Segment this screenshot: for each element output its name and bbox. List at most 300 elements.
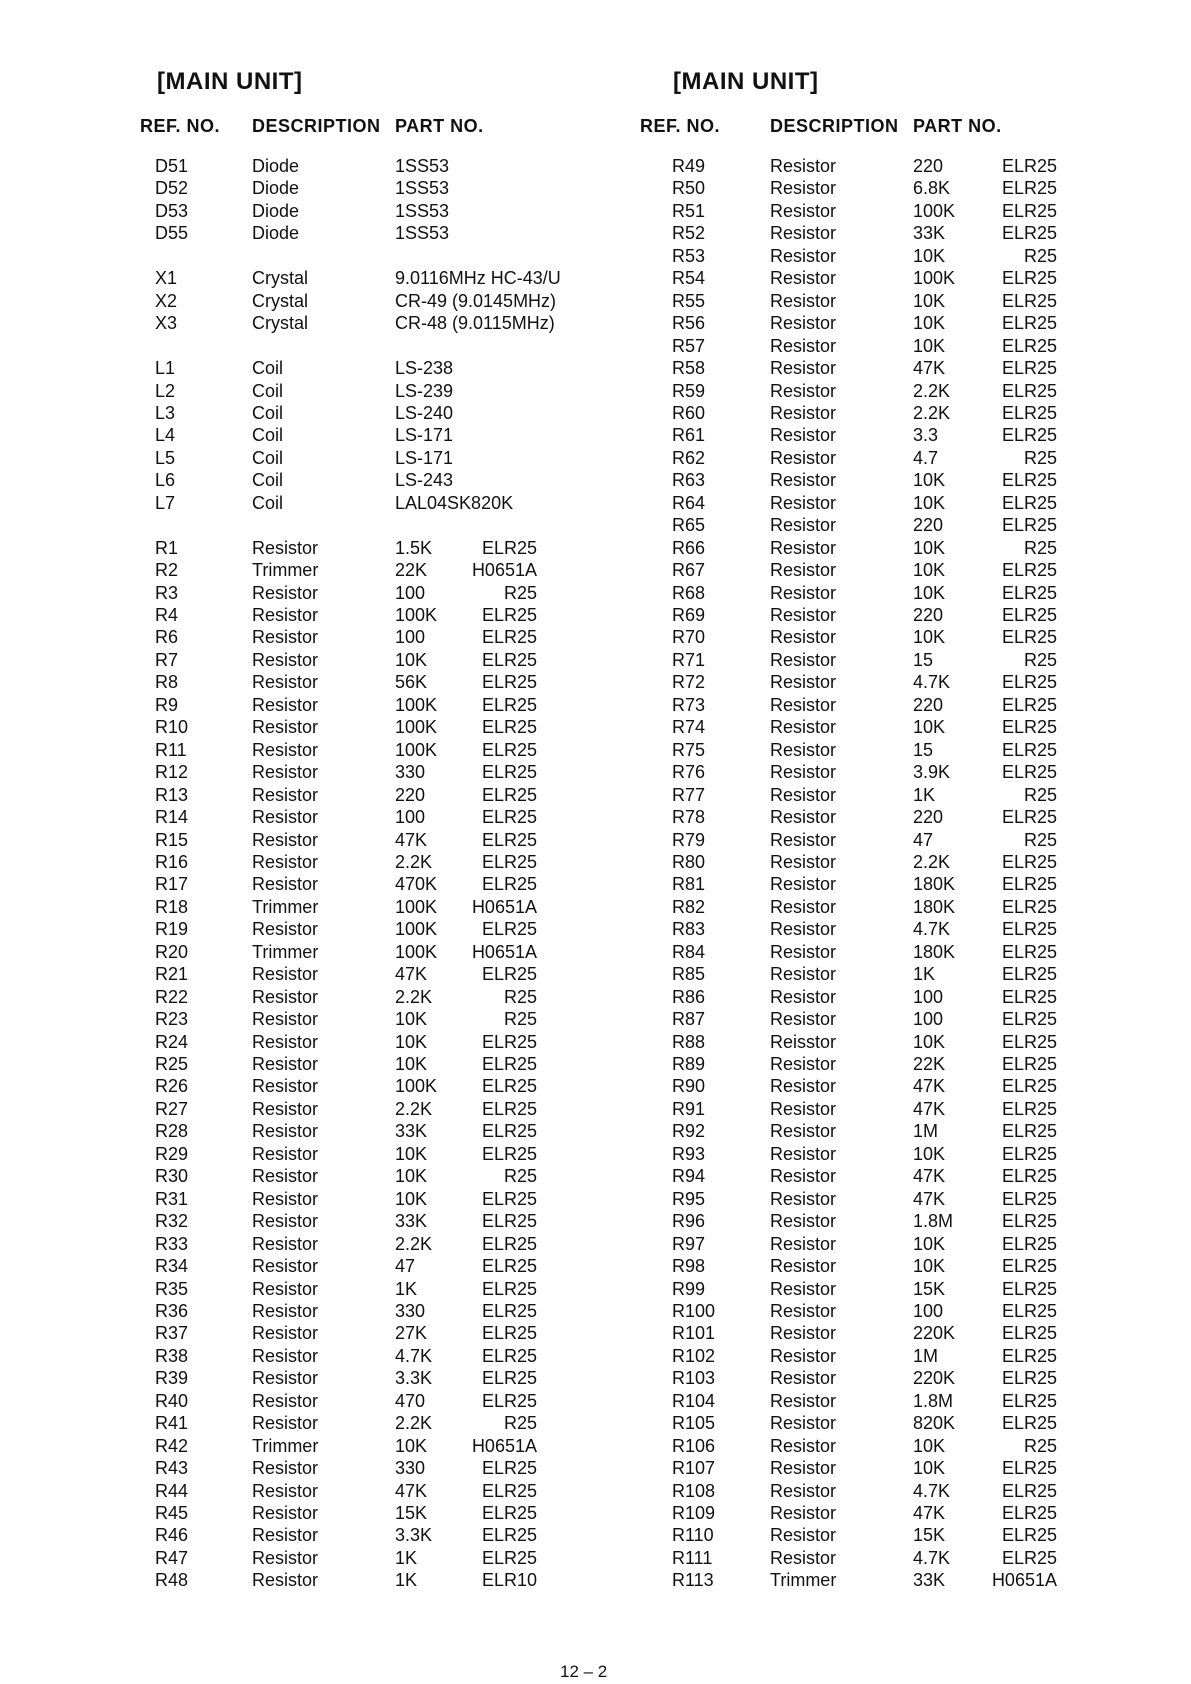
type-cell: ELR25 [1001, 1188, 1057, 1209]
description-cell: Resistor [252, 605, 319, 625]
value-cell: 3.3 [913, 425, 939, 446]
ref-cell: R37 [155, 1323, 189, 1344]
ref-cell: R48 [155, 1570, 189, 1591]
type-cell: ELR25 [481, 1143, 537, 1164]
type-cell: ELR25 [481, 717, 537, 738]
ref-cell: R62 [672, 447, 706, 468]
type-cell: ELR25 [481, 672, 537, 693]
ref-cell: R33 [155, 1233, 189, 1254]
value-cell: 1K [395, 1278, 418, 1299]
description-cell: Resistor [252, 1166, 319, 1187]
value-cell: 10K [913, 470, 946, 491]
value-cell: 180K [913, 874, 956, 895]
ref-cell: D55 [155, 223, 189, 244]
value-cell: 15 [913, 739, 934, 760]
description-cell: Diode [252, 200, 300, 221]
description-cell: Resistor [252, 829, 319, 850]
type-cell: R25 [503, 1009, 537, 1030]
description-cell: Resistor [770, 178, 837, 199]
type-cell: ELR25 [481, 1233, 537, 1254]
ref-cell: R79 [672, 829, 706, 850]
ref-cell: R92 [672, 1121, 706, 1142]
type-cell: R25 [1023, 1435, 1057, 1456]
ref-cell: R4 [155, 605, 179, 625]
description-cell: Resistor [252, 919, 319, 940]
value-cell: 47 [913, 829, 934, 850]
ref-cell: R109 [672, 1503, 716, 1523]
type-cell: ELR25 [481, 1458, 537, 1479]
value-cell: 470K [395, 874, 438, 895]
type-cell: ELR25 [481, 537, 537, 558]
ref-cell: R8 [155, 672, 179, 693]
type-cell: ELR25 [1001, 313, 1057, 334]
description-cell: Crystal [252, 268, 309, 289]
description-cell: Resistor [770, 425, 837, 446]
description-cell: Resistor [252, 649, 319, 670]
value-cell: 100K [395, 739, 438, 760]
ref-cell: R9 [155, 694, 179, 715]
description-cell: Trimmer [252, 1435, 319, 1456]
type-cell: R25 [1023, 829, 1057, 850]
ref-cell: R94 [672, 1166, 706, 1187]
value-cell: 10K [395, 1143, 428, 1164]
value-cell: 1K [913, 784, 936, 805]
value-cell: 10K [913, 627, 946, 648]
ref-cell: R99 [672, 1278, 706, 1299]
value-cell: 100K [395, 717, 438, 738]
type-cell: ELR25 [481, 694, 537, 715]
description-cell: Resistor [770, 1166, 837, 1187]
description-cell: Resistor [770, 1143, 837, 1164]
type-cell: ELR25 [1001, 560, 1057, 581]
type-cell: H0651A [991, 1570, 1057, 1591]
value-cell: 3.3K [395, 1525, 433, 1546]
value-cell: LS-238 [395, 358, 454, 379]
description-cell: Trimmer [252, 941, 319, 962]
description-cell: Resistor [252, 1143, 319, 1164]
description-cell: Resistor [252, 1233, 319, 1254]
left-header-desc: DESCRIPTION [252, 116, 381, 136]
value-cell: 2.2K [395, 1413, 433, 1434]
ref-cell: R30 [155, 1166, 189, 1187]
type-cell: ELR25 [1001, 515, 1057, 536]
type-cell: ELR25 [481, 964, 537, 985]
ref-cell: R84 [672, 941, 706, 962]
value-cell: 100K [395, 896, 438, 917]
type-cell: ELR25 [481, 762, 537, 783]
value-cell: 2.2K [913, 380, 951, 401]
ref-cell: R113 [672, 1570, 714, 1591]
description-cell: Resistor [252, 1570, 319, 1591]
ref-cell: R67 [672, 560, 706, 581]
value-cell: 4.7K [395, 1345, 433, 1366]
description-cell: Resistor [770, 874, 837, 895]
ref-cell: R66 [672, 537, 706, 558]
ref-cell: R69 [672, 605, 706, 625]
type-cell: ELR25 [1001, 1121, 1057, 1142]
type-cell: ELR25 [1001, 1278, 1057, 1299]
value-cell: 220K [913, 1368, 956, 1389]
description-cell: Resistor [770, 1368, 837, 1389]
description-cell: Resistor [770, 358, 837, 379]
value-cell: 10K [913, 1143, 946, 1164]
ref-cell: R61 [672, 425, 706, 446]
type-cell: ELR25 [481, 1323, 537, 1344]
description-cell: Resistor [770, 851, 837, 872]
description-cell: Resistor [252, 1300, 319, 1321]
type-cell: ELR25 [1001, 335, 1057, 356]
type-cell: ELR25 [481, 829, 537, 850]
ref-cell: L6 [155, 470, 176, 491]
page-number: 12 – 2 [560, 1662, 608, 1681]
description-cell: Resistor [252, 1525, 319, 1546]
type-cell: ELR25 [1001, 178, 1057, 199]
type-cell: ELR25 [481, 1390, 537, 1411]
value-cell: LS-243 [395, 470, 454, 491]
ref-cell: R2 [155, 560, 179, 581]
value-cell: 4.7K [913, 1480, 951, 1501]
type-cell: ELR25 [1001, 1300, 1057, 1321]
ref-cell: L7 [155, 492, 176, 513]
description-cell: Resistor [252, 672, 319, 693]
description-cell: Resistor [770, 245, 837, 266]
ref-cell: R1 [155, 537, 179, 558]
value-cell: 47K [913, 1503, 946, 1523]
value-cell: 10K [913, 492, 946, 513]
type-cell: ELR25 [1001, 694, 1057, 715]
ref-cell: R75 [672, 739, 706, 760]
ref-cell: D52 [155, 178, 189, 199]
type-cell: ELR25 [481, 1300, 537, 1321]
value-cell: 2.2K [913, 402, 951, 423]
description-cell: Resistor [770, 492, 837, 513]
type-cell: R25 [503, 1413, 537, 1434]
type-cell: ELR25 [1001, 1525, 1057, 1546]
ref-cell: R76 [672, 762, 706, 783]
value-cell: 1SS53 [395, 156, 450, 176]
description-cell: Resistor [770, 402, 837, 423]
type-cell: ELR25 [1001, 672, 1057, 693]
ref-cell: R19 [155, 919, 189, 940]
description-cell: Resistor [770, 447, 837, 468]
type-cell: ELR25 [1001, 1390, 1057, 1411]
ref-cell: R10 [155, 717, 189, 738]
description-cell: Resistor [770, 1009, 837, 1030]
type-cell: ELR25 [481, 874, 537, 895]
type-cell: ELR25 [1001, 492, 1057, 513]
value-cell: 47K [913, 1098, 946, 1119]
value-cell: 10K [913, 1458, 946, 1479]
description-cell: Resistor [252, 1211, 319, 1232]
right-unit-title: [MAIN UNIT] [673, 68, 819, 95]
type-cell: ELR25 [481, 1503, 537, 1523]
value-cell: 820K [913, 1413, 956, 1434]
value-cell: 100 [395, 627, 426, 648]
type-cell: ELR25 [481, 605, 537, 625]
description-cell: Resistor [770, 1211, 837, 1232]
value-cell: 1.8M [913, 1211, 954, 1232]
type-cell: H0651A [471, 1435, 537, 1456]
ref-cell: R101 [672, 1323, 716, 1344]
ref-cell: R81 [672, 874, 706, 895]
value-cell: 10K [395, 1166, 428, 1187]
value-cell: 10K [395, 1435, 428, 1456]
type-cell: ELR25 [1001, 358, 1057, 379]
ref-cell: D53 [155, 200, 189, 221]
type-cell: ELR25 [1001, 1166, 1057, 1187]
value-cell: 10K [395, 1031, 428, 1052]
type-cell: ELR25 [1001, 762, 1057, 783]
value-cell: 100K [395, 1076, 438, 1097]
value-cell: 2.2K [395, 986, 433, 1007]
ref-cell: R74 [672, 717, 706, 738]
ref-cell: R17 [155, 874, 189, 895]
value-cell: 10K [913, 582, 946, 603]
type-cell: ELR25 [481, 1256, 537, 1277]
type-cell: ELR25 [481, 1211, 537, 1232]
ref-cell: R60 [672, 402, 706, 423]
description-cell: Resistor [252, 582, 319, 603]
ref-cell: R107 [672, 1458, 716, 1479]
description-cell: Resistor [770, 1480, 837, 1501]
value-cell: 22K [913, 1054, 946, 1074]
ref-cell: R31 [155, 1188, 189, 1209]
description-cell: Resistor [252, 1368, 319, 1389]
value-cell: 15 [913, 649, 934, 670]
value-cell: 220K [913, 1323, 956, 1344]
value-cell: 9.0116MHz HC-43/U [395, 268, 561, 289]
value-cell: 10K [913, 560, 946, 581]
ref-cell: R56 [672, 313, 706, 334]
ref-cell: R103 [672, 1368, 716, 1389]
value-cell: 33K [913, 223, 946, 244]
value-cell: 10K [395, 1009, 428, 1030]
description-cell: Trimmer [252, 896, 319, 917]
ref-cell: R93 [672, 1143, 706, 1164]
type-cell: ELR25 [1001, 1345, 1057, 1366]
type-cell: ELR25 [481, 1054, 537, 1074]
value-cell: 100K [395, 605, 438, 625]
description-cell: Resistor [252, 739, 319, 760]
ref-cell: R95 [672, 1188, 706, 1209]
ref-cell: L2 [155, 380, 176, 401]
description-cell: Resistor [770, 313, 837, 334]
ref-cell: R15 [155, 829, 189, 850]
ref-cell: R25 [155, 1054, 189, 1074]
ref-cell: R65 [672, 515, 706, 536]
value-cell: 4.7 [913, 447, 939, 468]
ref-cell: R49 [672, 156, 706, 176]
value-cell: 27K [395, 1323, 428, 1344]
ref-cell: R63 [672, 470, 706, 491]
value-cell: 100K [395, 694, 438, 715]
type-cell: ELR10 [481, 1570, 537, 1591]
type-cell: ELR25 [1001, 739, 1057, 760]
ref-cell: R41 [155, 1413, 189, 1434]
value-cell: 2.2K [395, 1098, 433, 1119]
value-cell: 220 [913, 694, 944, 715]
type-cell: ELR25 [1001, 941, 1057, 962]
description-cell: Resistor [770, 941, 837, 962]
type-cell: ELR25 [1001, 986, 1057, 1007]
value-cell: 47K [395, 829, 428, 850]
type-cell: ELR25 [1001, 896, 1057, 917]
description-cell: Resistor [770, 1054, 837, 1074]
description-cell: Resistor [252, 784, 319, 805]
description-cell: Resistor [770, 1256, 837, 1277]
type-cell: ELR25 [1001, 1076, 1057, 1097]
type-cell: ELR25 [1001, 470, 1057, 491]
value-cell: 100 [395, 807, 426, 828]
description-cell: Resistor [252, 1390, 319, 1411]
value-cell: 2.2K [395, 851, 433, 872]
right-header-desc: DESCRIPTION [770, 116, 899, 136]
ref-cell: R26 [155, 1076, 189, 1097]
type-cell: ELR25 [1001, 268, 1057, 289]
ref-cell: D51 [155, 156, 189, 176]
type-cell: ELR25 [481, 1121, 537, 1142]
ref-cell: R105 [672, 1413, 716, 1434]
value-cell: 100K [913, 268, 956, 289]
value-cell: 10K [913, 1435, 946, 1456]
ref-cell: R91 [672, 1098, 706, 1119]
type-cell: ELR25 [481, 1368, 537, 1389]
ref-cell: R13 [155, 784, 189, 805]
type-cell: ELR25 [481, 739, 537, 760]
ref-cell: R102 [672, 1345, 716, 1366]
ref-cell: R27 [155, 1098, 189, 1119]
description-cell: Resistor [770, 268, 837, 289]
value-cell: 4.7K [913, 672, 951, 693]
ref-cell: R44 [155, 1480, 189, 1501]
type-cell: ELR25 [1001, 200, 1057, 221]
type-cell: R25 [503, 986, 537, 1007]
value-cell: LS-240 [395, 402, 454, 423]
description-cell: Resistor [252, 1458, 319, 1479]
value-cell: 33K [913, 1570, 946, 1591]
description-cell: Resistor [252, 1503, 319, 1523]
description-cell: Resistor [770, 1413, 837, 1434]
ref-cell: R47 [155, 1547, 189, 1568]
ref-cell: R104 [672, 1390, 716, 1411]
description-cell: Resistor [252, 1054, 319, 1074]
description-cell: Reisstor [770, 1031, 837, 1052]
type-cell: ELR25 [1001, 156, 1057, 176]
description-cell: Coil [252, 470, 284, 491]
value-cell: 10K [913, 245, 946, 266]
value-cell: 180K [913, 941, 956, 962]
left-header-part: PART NO. [395, 116, 484, 136]
type-cell: ELR25 [1001, 605, 1057, 625]
value-cell: 10K [913, 1233, 946, 1254]
description-cell: Resistor [770, 717, 837, 738]
description-cell: Resistor [252, 986, 319, 1007]
value-cell: 2.2K [395, 1233, 433, 1254]
description-cell: Resistor [770, 1098, 837, 1119]
value-cell: 2.2K [913, 851, 951, 872]
ref-cell: R20 [155, 941, 189, 962]
description-cell: Resistor [252, 627, 319, 648]
type-cell: ELR25 [1001, 380, 1057, 401]
type-cell: ELR25 [1001, 425, 1057, 446]
description-cell: Resistor [770, 672, 837, 693]
ref-cell: L3 [155, 402, 176, 423]
value-cell: 47K [913, 1166, 946, 1187]
type-cell: ELR25 [1001, 1054, 1057, 1074]
value-cell: 47K [913, 1188, 946, 1209]
value-cell: 1.8M [913, 1390, 954, 1411]
ref-cell: R85 [672, 964, 706, 985]
value-cell: 330 [395, 1300, 426, 1321]
description-cell: Resistor [252, 1031, 319, 1052]
type-cell: ELR25 [1001, 1503, 1057, 1523]
value-cell: 6.8K [913, 178, 951, 199]
value-cell: 100K [913, 200, 956, 221]
value-cell: CR-49 (9.0145MHz) [395, 290, 557, 311]
ref-cell: R80 [672, 851, 706, 872]
left-unit-title: [MAIN UNIT] [157, 68, 303, 95]
description-cell: Resistor [252, 807, 319, 828]
ref-cell: R11 [155, 739, 187, 760]
description-cell: Resistor [252, 1345, 319, 1366]
type-cell: R25 [1023, 649, 1057, 670]
description-cell: Resistor [770, 649, 837, 670]
description-cell: Resistor [252, 1480, 319, 1501]
ref-cell: R90 [672, 1076, 706, 1097]
ref-cell: R22 [155, 986, 189, 1007]
right-header-part: PART NO. [913, 116, 1002, 136]
value-cell: 47K [395, 1480, 428, 1501]
value-cell: 10K [913, 335, 946, 356]
type-cell: ELR25 [1001, 582, 1057, 603]
description-cell: Coil [252, 380, 284, 401]
value-cell: 10K [395, 1188, 428, 1209]
value-cell: 22K [395, 560, 428, 581]
ref-cell: R55 [672, 290, 706, 311]
left-header-ref: REF. NO. [140, 116, 221, 136]
ref-cell: R18 [155, 896, 189, 917]
value-cell: 33K [395, 1121, 428, 1142]
value-cell: 10K [913, 1256, 946, 1277]
description-cell: Resistor [770, 986, 837, 1007]
description-cell: Resistor [770, 1188, 837, 1209]
ref-cell: R29 [155, 1143, 189, 1164]
ref-cell: R78 [672, 807, 706, 828]
value-cell: 220 [913, 807, 944, 828]
ref-cell: R57 [672, 335, 706, 356]
value-cell: LS-171 [395, 425, 454, 446]
type-cell: ELR25 [1001, 1368, 1057, 1389]
description-cell: Resistor [252, 874, 319, 895]
right-header-ref: REF. NO. [640, 116, 721, 136]
type-cell: ELR25 [481, 1076, 537, 1097]
ref-cell: R52 [672, 223, 706, 244]
type-cell: ELR25 [1001, 627, 1057, 648]
value-cell: 1SS53 [395, 178, 450, 199]
value-cell: 100 [395, 582, 426, 603]
ref-cell: R3 [155, 582, 179, 603]
description-cell: Resistor [770, 1076, 837, 1097]
value-cell: 10K [913, 290, 946, 311]
type-cell: ELR25 [481, 1098, 537, 1119]
description-cell: Coil [252, 425, 284, 446]
value-cell: 1K [913, 964, 936, 985]
value-cell: 47K [913, 1076, 946, 1097]
description-cell: Resistor [770, 582, 837, 603]
description-cell: Trimmer [770, 1570, 837, 1591]
description-cell: Resistor [770, 807, 837, 828]
value-cell: 4.7K [913, 1547, 951, 1568]
